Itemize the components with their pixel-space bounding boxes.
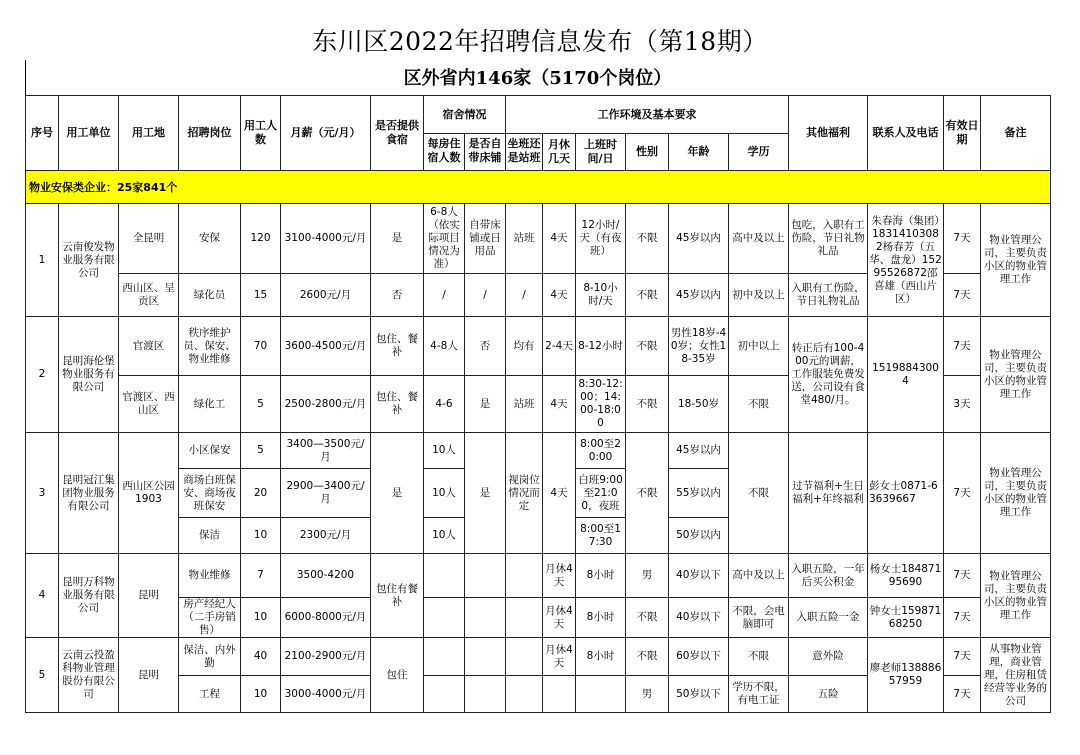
cell-salary: 3000-4000元/月 xyxy=(281,676,371,713)
cell-hours: 8-12小时 xyxy=(576,317,626,376)
cell-valid: 7天 xyxy=(944,317,981,376)
cell-headcount: 15 xyxy=(241,274,281,317)
cell-hours: 8小时 xyxy=(576,598,626,638)
cell-valid: 7天 xyxy=(944,638,981,676)
cell-valid: 7天 xyxy=(944,204,981,274)
cell-employer: 云南云投盈科物业管理股份有限公司 xyxy=(59,638,119,713)
header-age: 年龄 xyxy=(669,134,729,171)
cell-sit-stand: 视岗位情况而定 xyxy=(506,433,543,554)
header-gender: 性别 xyxy=(626,134,669,171)
cell-dorm-bedding: 是 xyxy=(465,376,506,433)
cell-position: 保洁、内外勤 xyxy=(179,638,241,676)
cell-gender: 不限 xyxy=(626,433,669,554)
cell-hours: 8小时 xyxy=(576,638,626,676)
cell-age: 55岁以内 xyxy=(669,469,729,518)
cell-education: 初中以上 xyxy=(729,317,789,376)
cell-valid: 7天 xyxy=(944,274,981,317)
cell-headcount: 20 xyxy=(241,469,281,518)
cell-dorm-per-room: 10人 xyxy=(424,433,465,469)
cell-gender: 不限 xyxy=(626,376,669,433)
cell-board: 包住 xyxy=(371,638,424,713)
cell-dorm-per-room: 10人 xyxy=(424,469,465,518)
cell-employer: 云南俊发物业服务有限公司 xyxy=(59,204,119,317)
cell-headcount: 5 xyxy=(241,376,281,433)
table-row xyxy=(26,433,1051,469)
cell-benefits: 五险 xyxy=(789,676,868,713)
cell-board: 是 xyxy=(371,204,424,274)
cell-contact: 杨女士18487195690 xyxy=(868,554,944,598)
header-headcount: 用工人数 xyxy=(241,96,281,171)
cell-age: 45岁以内 xyxy=(669,274,729,317)
header-dorm-group: 宿舍情况 xyxy=(424,96,506,134)
cell-valid: 7天 xyxy=(944,554,981,598)
cell-board: 包住、餐补 xyxy=(371,317,424,376)
cell-location: 全昆明 xyxy=(119,204,179,274)
table-row xyxy=(26,554,1051,598)
cell-education: 不限 xyxy=(729,638,789,676)
page-title: 东川区2022年招聘信息发布（第18期） xyxy=(312,27,768,56)
cell-hours: 8:30-12:00；14:00-18:00 xyxy=(576,376,626,433)
cell-dorm-per-room xyxy=(424,598,465,638)
cell-days-off: 2-4天 xyxy=(543,317,576,376)
header-education: 学历 xyxy=(729,134,789,171)
cell-position: 秩序维护员、保安、物业维修 xyxy=(179,317,241,376)
cell-salary: 2100-2900元/月 xyxy=(281,638,371,676)
cell-sit-stand xyxy=(506,554,543,598)
cell-sit-stand: / xyxy=(506,274,543,317)
cell-position: 安保 xyxy=(179,204,241,274)
cell-dorm-per-room xyxy=(424,638,465,676)
cell-benefits: 入职五险，一年后买公积金 xyxy=(789,554,868,598)
header-salary: 月薪（元/月） xyxy=(281,96,371,171)
cell-location: 西山区公园1903 xyxy=(119,433,179,554)
cell-dorm-bedding: / xyxy=(465,274,506,317)
cell-age: 60岁以下 xyxy=(669,638,729,676)
cell-position: 小区保安 xyxy=(179,433,241,469)
cell-employer: 昆明海伦堡物业服务有限公司 xyxy=(59,317,119,433)
cell-hours: 8:00至17:30 xyxy=(576,518,626,554)
cell-benefits: 入职有工伤险，节日礼物礼品 xyxy=(789,274,868,317)
page-subtitle: 区外省内146家（5170个岗位） xyxy=(403,68,672,89)
cell-sit-stand: 站班 xyxy=(506,376,543,433)
cell-education: 不限 xyxy=(729,376,789,433)
cell-hours: 白班9:00至21:00，夜班 xyxy=(576,469,626,518)
cell-board: 否 xyxy=(371,274,424,317)
cell-location: 昆明 xyxy=(119,638,179,713)
cell-salary: 2900—3400元/月 xyxy=(281,469,371,518)
cell-benefits: 包吃，入职有工伤险，节日礼物礼品 xyxy=(789,204,868,274)
cell-days-off: 月休4天 xyxy=(543,554,576,598)
cell-education: 学历不限，有电工证 xyxy=(729,676,789,713)
cell-salary: 2600元/月 xyxy=(281,274,371,317)
cell-location: 西山区、呈贡区 xyxy=(119,274,179,317)
cell-education: 不限 xyxy=(729,433,789,554)
cell-gender: 男 xyxy=(626,554,669,598)
cell-salary: 3600-4500元/月 xyxy=(281,317,371,376)
cell-benefits: 转正后有100-400元的调薪，工作服装免费发送，公司设有食堂480/月。 xyxy=(789,317,868,433)
cell-age: 50岁以下 xyxy=(669,676,729,713)
cell-dorm-bedding: 否 xyxy=(465,317,506,376)
section-row xyxy=(26,171,1051,204)
cell-remarks: 物业管理公司，主要负责小区的物业管理工作 xyxy=(981,554,1051,638)
cell-sit-stand xyxy=(506,598,543,638)
cell-headcount: 10 xyxy=(241,676,281,713)
cell-headcount: 10 xyxy=(241,598,281,638)
header-employer: 用工单位 xyxy=(59,96,119,171)
cell-dorm-bedding xyxy=(465,638,506,676)
cell-benefits: 入职五险一金 xyxy=(789,598,868,638)
cell-days-off: 4天 xyxy=(543,433,576,554)
cell-dorm-per-room xyxy=(424,554,465,598)
header-days-off: 月休几天 xyxy=(543,134,576,171)
cell-board: 是 xyxy=(371,433,424,554)
cell-salary: 3400—3500元/月 xyxy=(281,433,371,469)
cell-education: 高中及以上 xyxy=(729,204,789,274)
cell-board: 包住有餐补 xyxy=(371,554,424,638)
cell-remarks: 从事物业管理，商业管理，住房租赁经营等业务的公司 xyxy=(981,638,1051,713)
cell-salary: 3100-4000元/月 xyxy=(281,204,371,274)
cell-dorm-bedding xyxy=(465,598,506,638)
cell-position: 物业维修 xyxy=(179,554,241,598)
cell-sit-stand: 站班 xyxy=(506,204,543,274)
cell-days-off xyxy=(543,676,576,713)
cell-dorm-bedding: 是 xyxy=(465,433,506,554)
cell-location: 昆明 xyxy=(119,554,179,638)
cell-dorm-per-room: / xyxy=(424,274,465,317)
section-label: 物业安保类企业：25家841个 xyxy=(26,171,1051,204)
cell-education: 不限，会电脑即可 xyxy=(729,598,789,638)
header-seq: 序号 xyxy=(26,96,59,171)
cell-position: 商场白班保安、商场夜班保安 xyxy=(179,469,241,518)
cell-gender: 男 xyxy=(626,676,669,713)
cell-contact: 彭女士0871-63639667 xyxy=(868,433,944,554)
header-position: 招聘岗位 xyxy=(179,96,241,171)
cell-days-off: 月休4天 xyxy=(543,598,576,638)
header-row-1 xyxy=(26,96,1051,134)
header-contact: 联系人及电话 xyxy=(868,96,944,171)
cell-salary: 6000-8000元/月 xyxy=(281,598,371,638)
cell-education: 高中及以上 xyxy=(729,554,789,598)
cell-sit-stand: 均有 xyxy=(506,317,543,376)
cell-dorm-per-room: 10人 xyxy=(424,518,465,554)
cell-headcount: 40 xyxy=(241,638,281,676)
cell-valid: 7天 xyxy=(944,676,981,713)
header-dorm-bedding: 是否自带床铺 xyxy=(465,134,506,171)
cell-gender: 不限 xyxy=(626,638,669,676)
cell-age: 18-50岁 xyxy=(669,376,729,433)
cell-position: 绿化员 xyxy=(179,274,241,317)
cell-days-off: 4天 xyxy=(543,274,576,317)
cell-days-off: 4天 xyxy=(543,204,576,274)
cell-position: 保洁 xyxy=(179,518,241,554)
cell-hours: 8-10小时/天 xyxy=(576,274,626,317)
cell-valid: 3天 xyxy=(944,376,981,433)
cell-remarks: 物业管理公司，主要负责小区的物业管理工作 xyxy=(981,317,1051,433)
cell-valid: 7天 xyxy=(944,598,981,638)
cell-board: 包住、餐补 xyxy=(371,376,424,433)
cell-headcount: 7 xyxy=(241,554,281,598)
cell-dorm-bedding xyxy=(465,554,506,598)
cell-age: 45岁以内 xyxy=(669,204,729,274)
cell-benefits: 过节福利+生日福利+年终福利 xyxy=(789,433,868,554)
cell-sit-stand xyxy=(506,676,543,713)
cell-employer: 昆明万科物业服务有限公司 xyxy=(59,554,119,638)
cell-age: 45岁以内 xyxy=(669,433,729,469)
cell-dorm-bedding: 自带床铺或日用品 xyxy=(465,204,506,274)
cell-sit-stand xyxy=(506,638,543,676)
cell-employer: 昆明冠江集团物业服务有限公司 xyxy=(59,433,119,554)
cell-remarks: 物业管理公司，主要负责小区的物业管理工作 xyxy=(981,204,1051,317)
cell-position: 房产经纪人（二手房销售） xyxy=(179,598,241,638)
cell-gender: 不限 xyxy=(626,598,669,638)
cell-age: 50岁以内 xyxy=(669,518,729,554)
cell-valid: 7天 xyxy=(944,433,981,554)
header-valid: 有效日期 xyxy=(944,96,981,171)
header-sit-stand: 坐班还是站班 xyxy=(506,134,543,171)
table-row xyxy=(26,638,1051,676)
cell-seq: 2 xyxy=(26,317,59,433)
header-remarks: 备注 xyxy=(981,96,1051,171)
cell-age: 男性18岁-40岁；女性18-35岁 xyxy=(669,317,729,376)
cell-location: 官渡区 xyxy=(119,317,179,376)
cell-days-off: 4天 xyxy=(543,376,576,433)
cell-headcount: 70 xyxy=(241,317,281,376)
cell-headcount: 120 xyxy=(241,204,281,274)
cell-dorm-per-room: 4-6 xyxy=(424,376,465,433)
recruitment-table xyxy=(25,95,1051,713)
table-row xyxy=(26,598,1051,638)
cell-seq: 1 xyxy=(26,204,59,317)
header-benefits: 其他福利 xyxy=(789,96,868,171)
cell-contact: 廖老师13888657959 xyxy=(868,638,944,713)
cell-days-off: 月休4天 xyxy=(543,638,576,676)
cell-age: 40岁以下 xyxy=(669,554,729,598)
cell-position: 工程 xyxy=(179,676,241,713)
cell-seq: 5 xyxy=(26,638,59,713)
cell-hours: 12小时/天（有夜班） xyxy=(576,204,626,274)
cell-salary: 3500-4200 xyxy=(281,554,371,598)
cell-contact: 朱春海（集团）18314103082杨春芳（五华、盘龙）15295526872邵喜雄（西山片区） xyxy=(868,204,944,317)
cell-position: 绿化工 xyxy=(179,376,241,433)
header-location: 用工地 xyxy=(119,96,179,171)
header-hours: 上班时间/日 xyxy=(576,134,626,171)
table-row xyxy=(26,204,1051,274)
cell-gender: 不限 xyxy=(626,204,669,274)
cell-salary: 2300元/月 xyxy=(281,518,371,554)
cell-contact: 钟女士15987168250 xyxy=(868,598,944,638)
header-dorm-per-room: 每房住宿人数 xyxy=(424,134,465,171)
cell-headcount: 10 xyxy=(241,518,281,554)
cell-education: 初中及以上 xyxy=(729,274,789,317)
cell-hours xyxy=(576,676,626,713)
cell-seq: 3 xyxy=(26,433,59,554)
cell-dorm-per-room xyxy=(424,676,465,713)
header-work-group: 工作环境及基本要求 xyxy=(506,96,789,134)
cell-gender: 不限 xyxy=(626,274,669,317)
cell-hours: 8:00至20:00 xyxy=(576,433,626,469)
cell-remarks: 物业管理公司，主要负责小区的物业管理工作 xyxy=(981,433,1051,554)
cell-contact: 15198843004 xyxy=(868,317,944,433)
cell-dorm-per-room: 4-8人 xyxy=(424,317,465,376)
cell-gender: 不限 xyxy=(626,317,669,376)
cell-salary: 2500-2800元/月 xyxy=(281,376,371,433)
cell-location: 官渡区、西山区 xyxy=(119,376,179,433)
cell-benefits: 意外险 xyxy=(789,638,868,676)
cell-dorm-per-room: 6-8人（依实际项目情况为准） xyxy=(424,204,465,274)
cell-headcount: 5 xyxy=(241,433,281,469)
header-board: 是否提供食宿 xyxy=(371,96,424,171)
cell-hours: 8小时 xyxy=(576,554,626,598)
cell-seq: 4 xyxy=(26,554,59,638)
cell-dorm-bedding xyxy=(465,676,506,713)
table-row xyxy=(26,317,1051,376)
cell-age: 40岁以下 xyxy=(669,598,729,638)
